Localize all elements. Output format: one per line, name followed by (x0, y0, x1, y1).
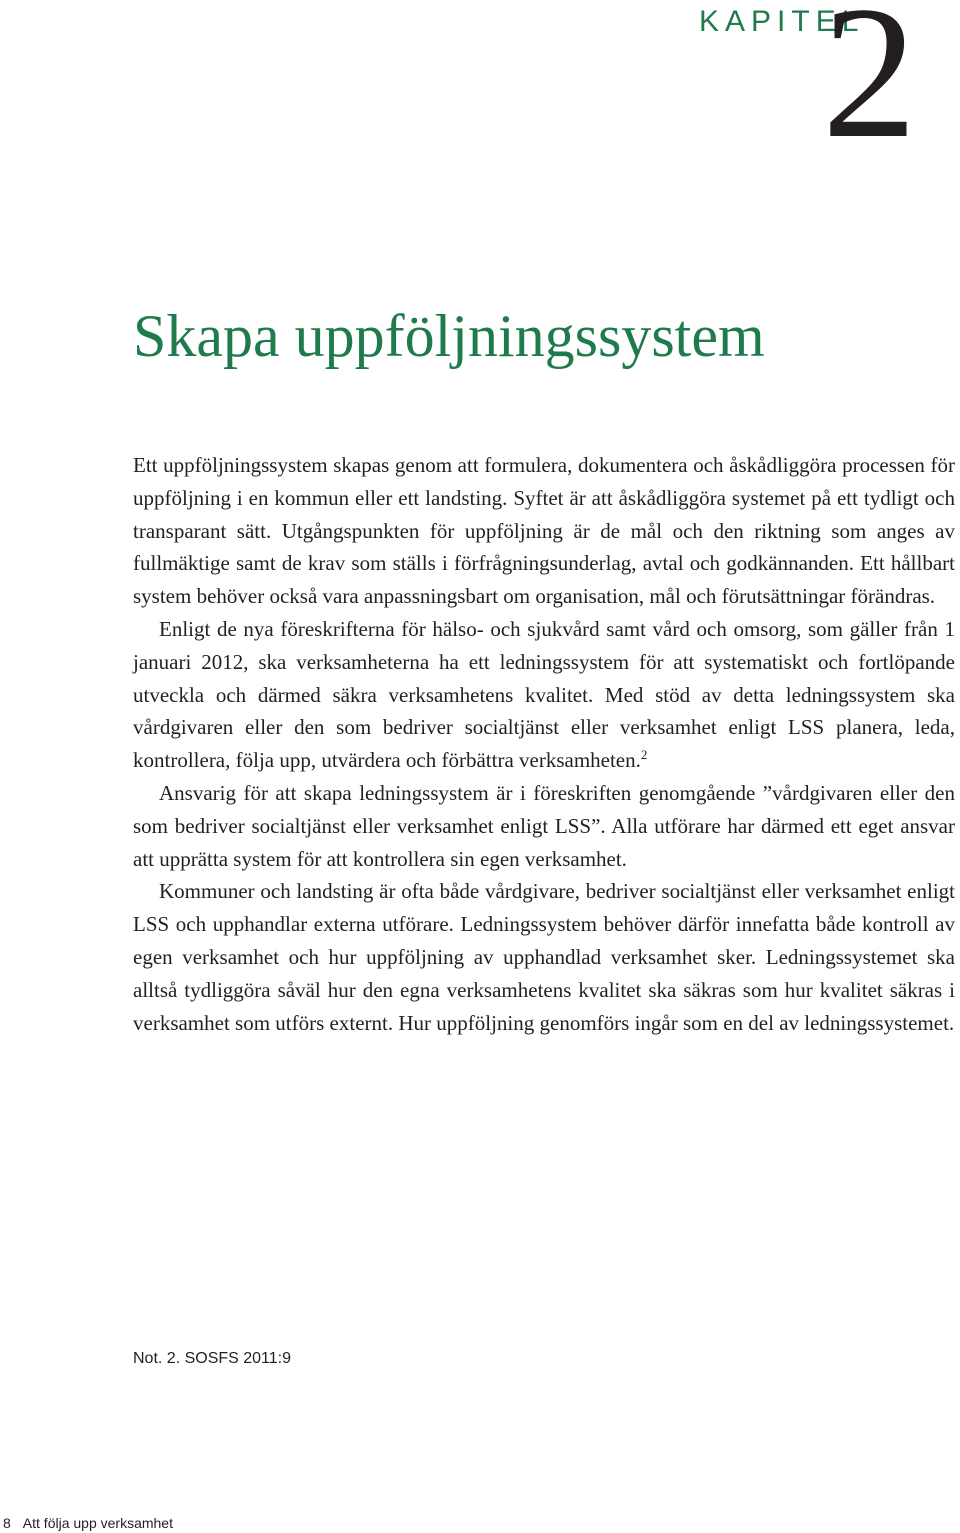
page-number: 8 (3, 1515, 11, 1531)
paragraph-3: Ansvarig för att skapa ledningssystem är i föreskriften genomgående ”vårdgivaren eller den som bedriver socialtjänst eller verksamhet enligt LSS”. Alla utförare har därmed ett eget ansvar att upprätta system för att kontrollera sin egen verksamhet. (133, 780, 955, 871)
paragraph-2-text: Enligt de nya föreskrifterna för hälso- och sjukvård samt vård och omsorg, som gäller från 1 januari 2012, ska verksamheterna ha ett ledningssystem för att systematiskt och fortlöpande utveckla och därmed säkra verksamhetens kvalitet. Med stöd av detta ledningssystem ska vårdgivaren eller den som bedriver socialtjänst eller verksamhet enligt LSS planera, leda, kontrollera, följa upp, utvärdera och förbättra verksamheten. (133, 616, 955, 773)
paragraph-1: Ett uppföljningssystem skapas genom att formulera, dokumentera och åskådliggöra processen för uppföljning i en kommun eller ett landsting. Syftet är att åskådliggöra systemet på ett tydligt och transparant sätt. Utgångspunkten för uppföljning är de mål och den riktning som anges av fullmäktige samt de krav som ställs i förfrågningsunderlag, avtal och godkännanden. Ett hållbart system behöver också vara anpassningsbart om organisation, mål och förutsättningar förändras. (133, 453, 955, 609)
chapter-label: KAPITEL (699, 5, 865, 38)
publication-title: Att följa upp verksamhet (22, 1515, 173, 1531)
paragraph-4: Kommuner och landsting är ofta både vårdgivare, bedriver socialtjänst eller verksamhet enligt LSS och upphandlar externa utförare. Ledningssystem behöver därför innefatta både kontroll av egen verksamhet och hur uppföljning av upphandlad verksamhet sker. Ledningssystemet ska alltså tydliggöra såväl hur den egna verksamhetens kvalitet ska säkras som hur kvalitet säkras i verksamhet som utförs externt. Hur uppföljning genomförs ingår som en del av ledningssystemet. (133, 879, 955, 1035)
footnote: Not. 2. SOSFS 2011:9 (133, 1350, 292, 1367)
chapter-number: 2 (822, 0, 917, 178)
page-title: Skapa uppföljningssystem (133, 303, 765, 369)
page-footer (3, 1514, 173, 1532)
paragraph-2 (133, 613, 955, 777)
body-text (133, 449, 955, 1039)
footnote-reference: 2 (640, 747, 648, 763)
